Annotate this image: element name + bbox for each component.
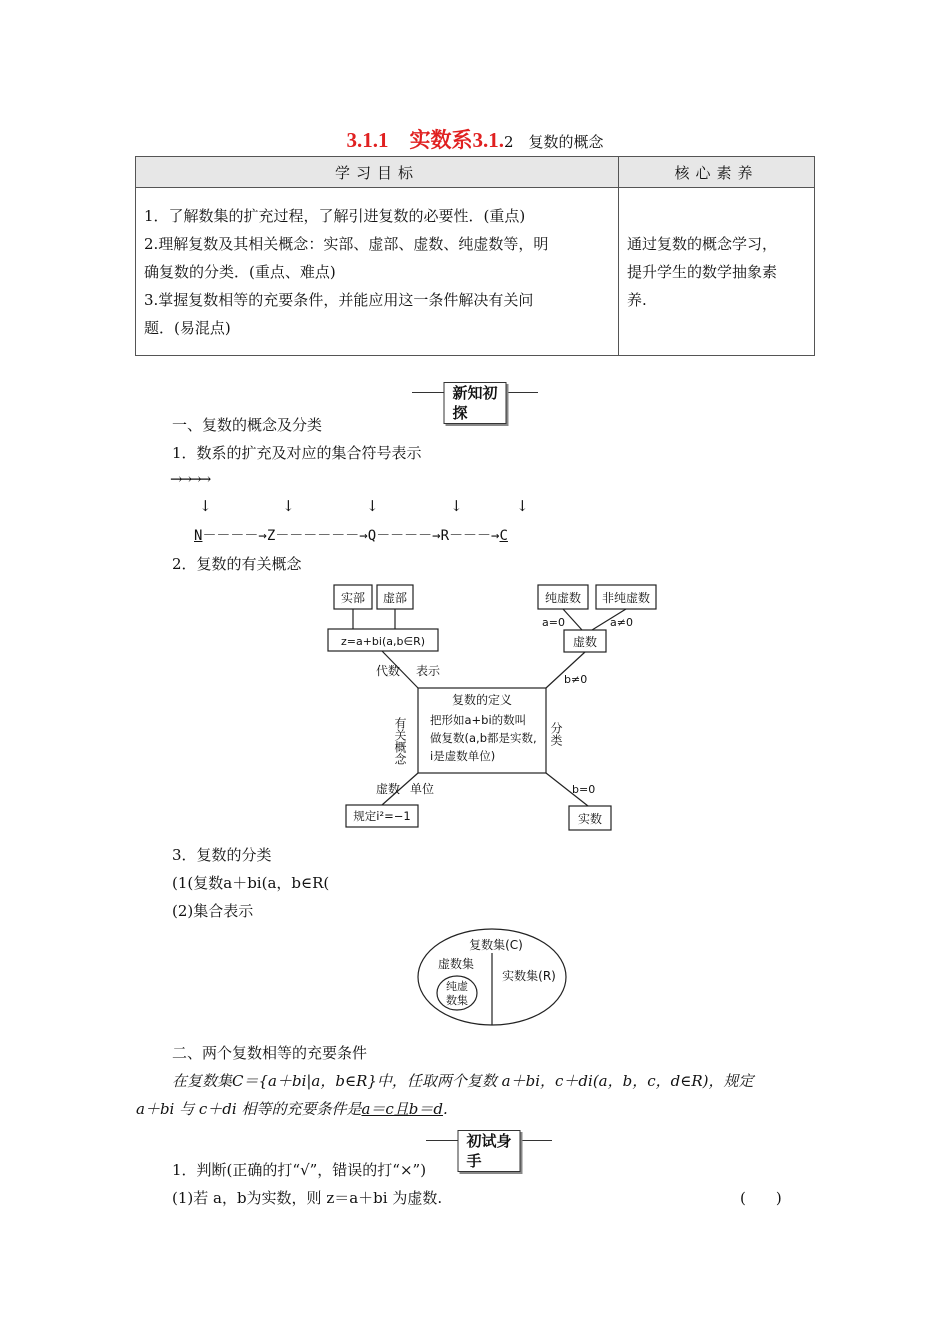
goal-line: 2.理解复数及其相关概念：实部、虚部、虚数、纯虚数等，明 bbox=[144, 234, 549, 253]
down-arrow: ↓ bbox=[516, 497, 529, 515]
section-heading-1: 一、复数的概念及分类 bbox=[172, 416, 323, 434]
goal-line: 确复数的分类．(重点、难点) bbox=[144, 262, 336, 281]
label-daishu: 代数 bbox=[376, 664, 401, 678]
down-arrow: ↓ bbox=[450, 497, 463, 515]
label-real-set: 实数集(R) bbox=[502, 969, 556, 983]
set-z: Z bbox=[266, 528, 276, 544]
title-text: 2 复数的概念 bbox=[503, 133, 604, 151]
para-line-1: 在复数集C＝{a＋bi|a，b∈R}中，任取两个复数 a＋bi，c＋di(a，b，c，d∈R)，规定 bbox=[172, 1072, 754, 1090]
venn-diagram bbox=[414, 925, 572, 1031]
dash-arrow: －－－－－－→ bbox=[275, 528, 368, 544]
label-pure-l2: 数集 bbox=[446, 994, 468, 1007]
label-a-neq-0: a≠0 bbox=[610, 616, 633, 629]
label-def-title: 复数的定义 bbox=[451, 693, 513, 707]
label-fenlei: 分类 bbox=[549, 722, 563, 746]
down-arrow: ↓ bbox=[199, 497, 212, 515]
header-literacy: 核心素养 bbox=[619, 157, 815, 188]
label-def-line3: i是虚数单位) bbox=[430, 749, 496, 763]
item-3-2: (2)集合表示 bbox=[172, 902, 254, 920]
question-1: 1．判断(正确的打“√”，错误的打“×”) bbox=[172, 1161, 427, 1179]
equality-condition: a＝c且b＝d bbox=[361, 1100, 444, 1118]
label-rule: 规定i²=−1 bbox=[353, 809, 411, 823]
dash-arrow: －－－－→ bbox=[202, 528, 267, 544]
label-biaoshi: 表示 bbox=[416, 664, 441, 678]
down-arrow: ↓ bbox=[366, 497, 379, 515]
label-def-line1: 把形如a+bi的数叫 bbox=[430, 713, 527, 727]
banner-first-try bbox=[426, 1130, 552, 1170]
objectives-table bbox=[135, 156, 815, 356]
label-b-eq-0: b=0 bbox=[572, 783, 596, 796]
label-real-num: 实数 bbox=[577, 812, 603, 826]
arrows-top: →→→→ bbox=[170, 470, 209, 488]
item-1: 1．数系的扩充及对应的集合符号表示 bbox=[172, 444, 422, 462]
title-number: 3.1.1 实数系3.1. bbox=[346, 128, 504, 152]
para-line-2a: a＋bi 与 c＋di 相等的充要条件是 bbox=[136, 1100, 362, 1118]
complex-concept-diagram bbox=[320, 580, 660, 835]
label-a-eq-0: a=0 bbox=[542, 616, 565, 629]
label-imag-part: 虚部 bbox=[382, 591, 408, 605]
literacy-line: 通过复数的概念学习， bbox=[627, 234, 778, 253]
label-nonpure-imag: 非纯虚数 bbox=[601, 591, 651, 605]
label-youguan: 有关概念 bbox=[393, 717, 407, 765]
set-n: N bbox=[194, 528, 203, 544]
item-2: 2．复数的有关概念 bbox=[172, 555, 302, 573]
goal-line: 1．了解数集的扩充过程，了解引进复数的必要性．(重点) bbox=[144, 206, 526, 225]
item-3: 3．复数的分类 bbox=[172, 846, 272, 864]
para-line-2c: . bbox=[443, 1100, 448, 1118]
page-title bbox=[0, 124, 950, 154]
number-chain bbox=[194, 525, 508, 545]
label-imag-num: 虚数 bbox=[572, 635, 598, 649]
label-b-neq-0: b≠0 bbox=[564, 673, 588, 686]
label-algebraic-form: z=a+bi(a,b∈R) bbox=[340, 635, 426, 648]
section-heading-2: 二、两个复数相等的充要条件 bbox=[172, 1044, 368, 1062]
label-pure-l1: 纯虚 bbox=[446, 980, 468, 993]
goal-line: 3.掌握复数相等的充要条件，并能应用这一条件解决有关问 bbox=[144, 290, 534, 309]
answer-blank: ( ) bbox=[740, 1189, 782, 1207]
question-1-1: (1)若 a，b为实数，则 z＝a＋bi 为虚数. bbox=[172, 1189, 443, 1207]
literacy-line: 养. bbox=[627, 290, 647, 309]
label-imag-set: 虚数集 bbox=[437, 957, 475, 971]
dash-arrow: －－－→ bbox=[449, 528, 500, 544]
label-danwei: 单位 bbox=[410, 782, 435, 796]
banner-new-knowledge bbox=[412, 382, 538, 422]
set-c: C bbox=[499, 528, 508, 544]
item-3-1: (1(复数a＋bi(a，b∈R( bbox=[172, 874, 330, 892]
goals-cell bbox=[136, 188, 619, 356]
set-r: R bbox=[440, 528, 450, 544]
goal-line: 题．(易混点) bbox=[144, 318, 231, 337]
label-pure-imag: 纯虚数 bbox=[544, 591, 582, 605]
banner-label: 初试身手 bbox=[458, 1130, 521, 1172]
set-q: Q bbox=[367, 528, 377, 544]
literacy-line: 提升学生的数学抽象素 bbox=[627, 262, 778, 281]
label-real-part: 实部 bbox=[340, 591, 366, 605]
banner-label: 新知初探 bbox=[444, 382, 507, 424]
label-complex-set: 复数集(C) bbox=[469, 938, 523, 952]
para-line-2 bbox=[136, 1098, 448, 1119]
literacy-cell bbox=[619, 188, 815, 356]
label-xushu: 虚数 bbox=[376, 782, 401, 796]
connector-line bbox=[563, 609, 582, 630]
dash-arrow: －－－－→ bbox=[376, 528, 441, 544]
label-def-line2: 做复数(a,b都是实数, bbox=[430, 731, 537, 745]
down-arrow: ↓ bbox=[282, 497, 295, 515]
header-goals: 学习目标 bbox=[136, 157, 619, 188]
